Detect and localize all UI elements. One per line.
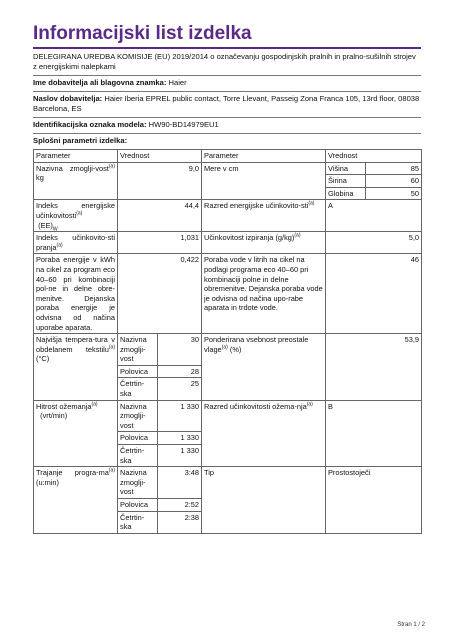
water-consumption-value: 46 (326, 254, 422, 334)
regulation-text: DELEGIRANA UREDBA KOMISIJE (EU) 2019/2014 o označevanju gospodinjskih pralnih in pralno-sušilnih strojev z energijskimi nalepkami (33, 49, 421, 76)
height-value: 85 (366, 162, 422, 175)
temp-rated-value: 30 (158, 334, 202, 366)
water-consumption-label: Poraba vode v litrih na cikel na podlagi programa eco 40–60 pri kombinaciji polne in delne obremenitve. Dejanska poraba vode je odvisna od načina upo-rabe aparata in trdote vode. (202, 254, 326, 334)
capacity-label: Nazivna zmoglji-vost$^{(a)}$ kg (34, 162, 118, 200)
eei-label: Indeks energijske učinkovitosti$^{(a)}$ $(EE)_W$ (34, 200, 118, 232)
model-id-value: HW90-BD14979EU1 (148, 120, 219, 129)
rinsing-label: Učinkovitost izpiranja $(g/kg)^{(a)}$ (202, 232, 326, 254)
capacity-value: 9,0 (118, 162, 202, 200)
half-label: Polovica (118, 365, 158, 378)
spin-speed-label: Hitrost ožemanja$^{(a)}$ (vrt/min) (34, 400, 118, 467)
washing-efficiency-value: 1,031 (118, 232, 202, 254)
parameters-table (33, 149, 422, 534)
moisture-label: Ponderirana vsebnost preostale vlage$^{(a)}$ (%) (202, 334, 326, 401)
dimensions-label: Mere v cm (202, 162, 326, 200)
table-row (34, 200, 422, 232)
width-label: Širina (326, 175, 366, 188)
table-row (34, 334, 422, 366)
energy-class-label: Razred energijske učinkovito-sti$^{(a)}$ (202, 200, 326, 232)
supplier-name-value: Haier (168, 78, 187, 87)
rated-label: Nazivna zmoglji-vost (118, 400, 158, 432)
duration-half-value: 2:52 (158, 499, 202, 512)
supplier-name-label: Ime dobavitelja ali blagovna znamka: (33, 78, 167, 87)
spin-half-value: 1 330 (158, 432, 202, 445)
energy-class-value: A (326, 200, 422, 232)
table-row (34, 254, 422, 334)
depth-value: 50 (366, 187, 422, 200)
depth-label: Globina (326, 187, 366, 200)
rated-label: Nazivna zmoglji-vost (118, 334, 158, 366)
supplier-address-label: Naslov dobavitelja: (33, 94, 103, 103)
type-value: Prostostoječi (326, 467, 422, 534)
table-row (34, 400, 422, 432)
type-label: Tip (202, 467, 326, 534)
width-value: 60 (366, 175, 422, 188)
page-number: Stran 1 / 2 (397, 622, 425, 628)
table-row (34, 232, 422, 254)
half-label: Polovica (118, 499, 158, 512)
energy-consumption-value: 0,422 (118, 254, 202, 334)
height-label: Višina (326, 162, 366, 175)
quarter-label: Četrtin-ska (118, 378, 158, 400)
temp-quarter-value: 25 (158, 378, 202, 400)
supplier-name-row (33, 76, 421, 92)
spin-rated-value: 1 330 (158, 400, 202, 432)
header-value: Vrednost (118, 150, 202, 163)
model-id-label: Identifikacijska oznaka modela: (33, 120, 147, 129)
spin-class-label: Razred učinkovitosti ožema-nja$^{(a)}$ (202, 400, 326, 467)
general-params-heading: Splošni parametri izdelka: (33, 136, 128, 145)
rated-label: Nazivna zmoglji-vost (118, 467, 158, 499)
model-id-row (33, 118, 421, 134)
temp-half-value: 28 (158, 365, 202, 378)
quarter-label: Četrtin-ska (118, 511, 158, 533)
rinsing-value: 5,0 (326, 232, 422, 254)
table-row (34, 467, 422, 499)
product-info-sheet (33, 23, 421, 534)
header-parameter-2: Parameter (202, 150, 326, 163)
page-title: Informacijski list izdelka (33, 23, 252, 44)
spin-class-value: B (326, 400, 422, 467)
washing-efficiency-label: Indeks učinkovito-sti pranja$^{(a)}$ (34, 232, 118, 254)
table-header-row (34, 150, 422, 163)
duration-rated-value: 3:48 (158, 467, 202, 499)
supplier-address-row (33, 92, 421, 118)
moisture-value: 53,9 (326, 334, 422, 401)
quarter-label: Četrtin-ska (118, 445, 158, 467)
supplier-address-value: Haier Iberia EPREL public contact, Torre Llevant, Passeig Zona Franca 105, 13rd floor, 08038 Barcelona, ES (33, 94, 420, 113)
header-parameter: Parameter (34, 150, 118, 163)
half-label: Polovica (118, 432, 158, 445)
duration-quarter-value: 2:38 (158, 511, 202, 533)
table-row (34, 162, 422, 175)
header-value-2: Vrednost (326, 150, 422, 163)
energy-consumption-label: Poraba energije v kWh na cikel za program eco 40–60 pri kombinaciji pol-ne in delne obre-menitve. Dejanska poraba energije je odvisna od načina uporabe aparata. (34, 254, 118, 334)
temperature-label: Najvišja tempera-tura v obdelanem tekstilu$^{(a)}$ (°C) (34, 334, 118, 401)
eei-value: 44,4 (118, 200, 202, 232)
duration-label: Trajanje progra-$ma^{(a)}$ (u:min) (34, 467, 118, 534)
spin-quarter-value: 1 330 (158, 445, 202, 467)
